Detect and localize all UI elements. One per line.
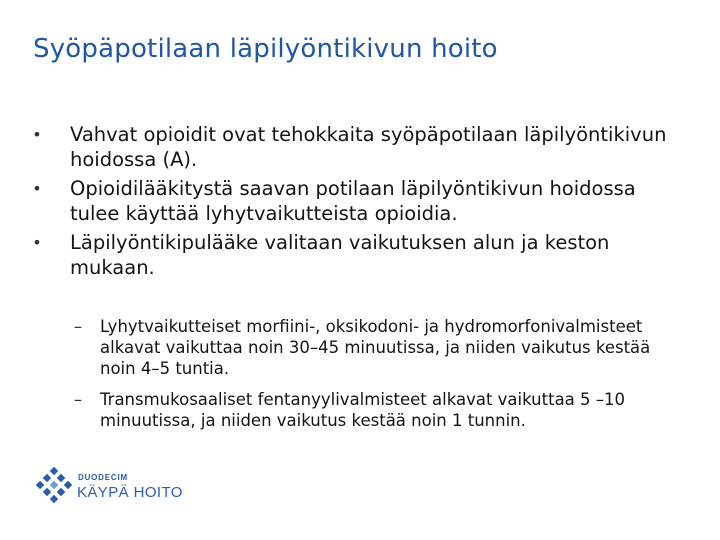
bullet-marker: • <box>32 179 42 198</box>
bullet-item <box>30 176 690 226</box>
sub-bullet-item <box>70 316 685 379</box>
kaypa-hoito-logo <box>33 466 183 514</box>
bullet-text: Läpilyöntikipulääke valitaan vaikutuksen alun ja keston mukaan. <box>70 231 610 279</box>
sub-bullet-item <box>70 389 685 431</box>
diamond-logo-icon <box>33 466 75 508</box>
bullet-marker: • <box>32 233 42 252</box>
bullet-text: Opioidilääkitystä saavan potilaan läpilyöntikivun hoidossa tulee käyttää lyhytvaikutteista opioidia. <box>70 177 636 225</box>
bullet-item <box>30 230 690 280</box>
bullet-list <box>30 122 690 284</box>
logo-duodecim-text: DUODECIM <box>78 473 128 482</box>
slide-title: Syöpäpotilaan läpilyöntikivun hoito <box>33 34 498 64</box>
sub-bullet-text: Transmukosaaliset fentanyylivalmisteet alkavat vaikuttaa 5 –10 minuutissa, ja niiden vaikutus kestää noin 1 tunnin. <box>100 390 626 430</box>
bullet-marker: • <box>32 125 42 144</box>
sub-bullet-list <box>70 316 685 441</box>
bullet-text: Vahvat opioidit ovat tehokkaita syöpäpotilaan läpilyöntikivun hoidossa (A). <box>70 123 667 171</box>
dash-marker: – <box>73 317 83 336</box>
dash-marker: – <box>73 390 83 409</box>
logo-kaypa-hoito-text: KÄYPÄ HOITO <box>77 484 183 501</box>
bullet-item <box>30 122 690 172</box>
sub-bullet-text: Lyhytvaikutteiset morfiini-, oksikodoni- ja hydromorfonivalmisteet alkavat vaikuttaa noin 30–45 minuutissa, ja niiden vaikutus kestää noin 4–5 tuntia. <box>100 317 651 378</box>
